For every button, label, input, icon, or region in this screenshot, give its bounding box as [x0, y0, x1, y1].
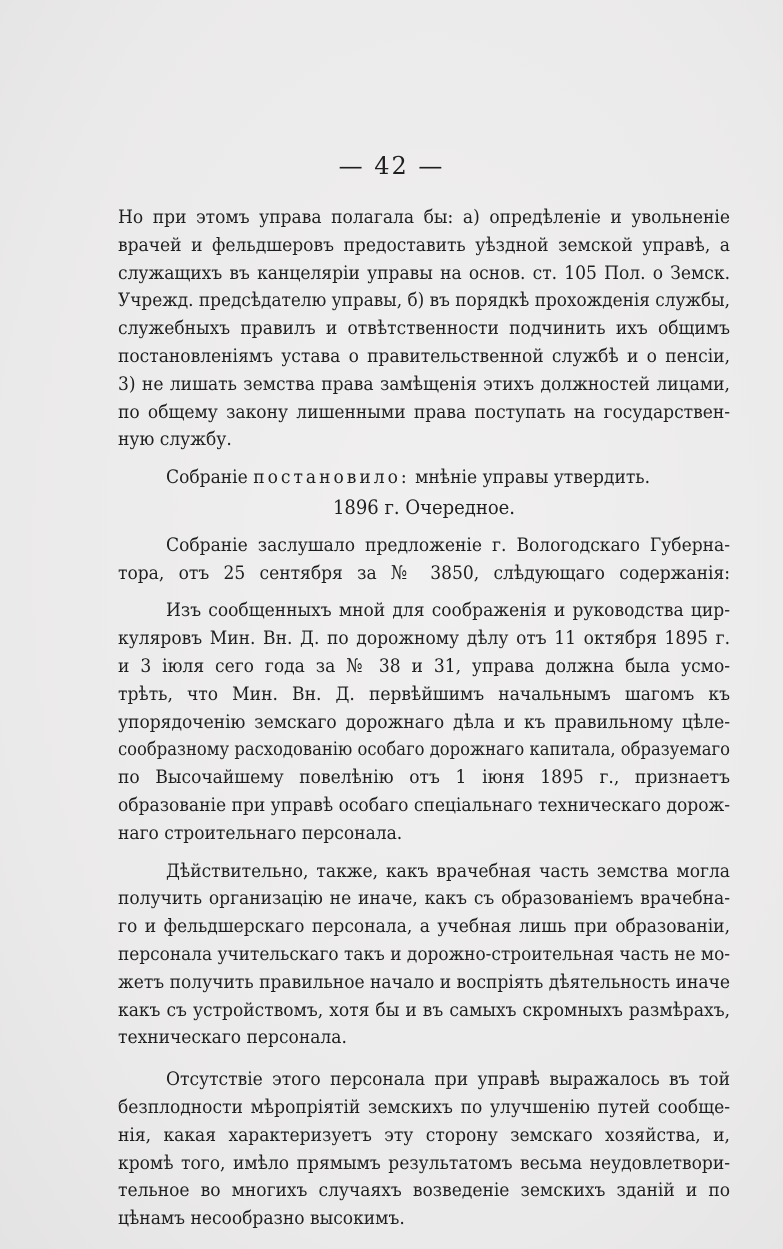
- text-line: упорядоченію земскаго дорожнаго дѣла и къ правильному цѣле-: [118, 710, 730, 733]
- text-line: сообразному расходованію особаго дорожнаго капитала, образуемаго: [118, 738, 730, 761]
- text-line: служебныхъ правилъ и отвѣтственности подчинить ихъ общимъ: [118, 317, 730, 340]
- text-line: получить организацію не иначе, какъ съ образованіемъ врачебна-: [118, 887, 730, 910]
- text-line: Собраніе заслушало предложеніе г. Вологодскаго Губерна-: [166, 533, 730, 556]
- text-line: врачей и фельдшеровъ предоставить уѣздной земской управѣ, а: [118, 233, 730, 256]
- text-line: Изъ сообщенныхъ мной для соображенія и руководства цир-: [166, 599, 730, 622]
- text-line: постановленіямъ устава о правительственной службѣ и о пенсіи,: [118, 344, 730, 367]
- text-line: жетъ получить правильное начало и воспріять дѣятельность иначе: [118, 970, 730, 993]
- text-line: нія, какая характеризуетъ эту сторону земскаго хозяйства, и,: [118, 1123, 730, 1146]
- text-line: образованіе при управѣ особаго спеціальнаго техническаго дорож-: [118, 793, 730, 816]
- text-line: Дѣйствительно, также, какъ врачебная часть земства могла: [166, 859, 730, 882]
- text-line: Но при этомъ управа полагала бы: а) опредѣленіе и увольненіе: [118, 206, 730, 228]
- resolution-prefix: Собраніе: [166, 466, 254, 489]
- text-line: го и фельдшерскаго персонала, а учебная лишь при образованіи,: [118, 915, 730, 938]
- text-line: техническаго персонала.: [118, 1026, 347, 1049]
- text-line: 3) не лишать земства права замѣщенія этихъ должностей лицами,: [118, 372, 730, 395]
- text-line: персонала учительскаго такъ и дорожно-строительная часть не мо-: [118, 942, 730, 965]
- paragraph-absence-of-staff: [118, 1066, 730, 1233]
- section-heading: 1896 г. Очередное.: [332, 494, 516, 519]
- text-line: ную службу.: [118, 428, 232, 451]
- text-line: служащихъ въ канцеляріи управы на основ. ст. 105 Пол. о Земск.: [118, 261, 730, 284]
- text-line: куляровъ Мин. Вн. Д. по дорожному дѣлу отъ 11 октября 1895 г.: [118, 627, 730, 650]
- text-line: по Высочайшему повелѣнію отъ 1 іюня 1895 г., признаетъ: [118, 766, 730, 789]
- paragraph-resolution: [118, 464, 730, 492]
- paragraph-management-proposal: [118, 204, 730, 454]
- text-line: тора, отъ 25 сентября за № 3850, слѣдующаго содержанія:: [118, 561, 730, 584]
- text-line: трѣть, что Мин. Вн. Д. первѣйшимъ начальнымъ шагомъ къ: [118, 682, 730, 705]
- paragraph-governor-proposal: [118, 532, 730, 588]
- page-number: — 42 —: [338, 152, 445, 180]
- paragraph-medical-comparison: [118, 858, 730, 1053]
- text-line: цѣнамъ несообразно высокимъ.: [118, 1207, 405, 1230]
- text-line: Учрежд. предсѣдателю управы, б) въ порядкѣ прохожденія службы,: [118, 289, 730, 312]
- text-line: кромѣ того, имѣло прямымъ результатомъ весьма неудовлетвори-: [118, 1151, 730, 1174]
- text-line: Отсутствіе этого персонала при управѣ выражалось въ той: [166, 1068, 730, 1091]
- text-line: тельное во многихъ случаяхъ возведеніе земскихъ зданій и по: [118, 1179, 730, 1202]
- text-line: наго строительнаго персонала.: [118, 821, 403, 844]
- text-line: по общему закону лишенными права поступать на государствен-: [118, 400, 730, 423]
- paragraph-circulars: [118, 597, 730, 847]
- page-body: [118, 204, 730, 1233]
- text-line: какъ съ устройствомъ, хотя бы и въ самыхъ скромныхъ размѣрахъ,: [118, 998, 730, 1021]
- resolution-keyword: постановило:: [253, 466, 410, 489]
- text-line: безплодности мѣропріятій земскихъ по улучшенію путей сообще-: [118, 1095, 730, 1118]
- text-line: и 3 іюля сего года за № 38 и 31, управа должна была усмо-: [118, 654, 730, 677]
- resolution-suffix: мнѣніе управы утвердить.: [409, 466, 651, 489]
